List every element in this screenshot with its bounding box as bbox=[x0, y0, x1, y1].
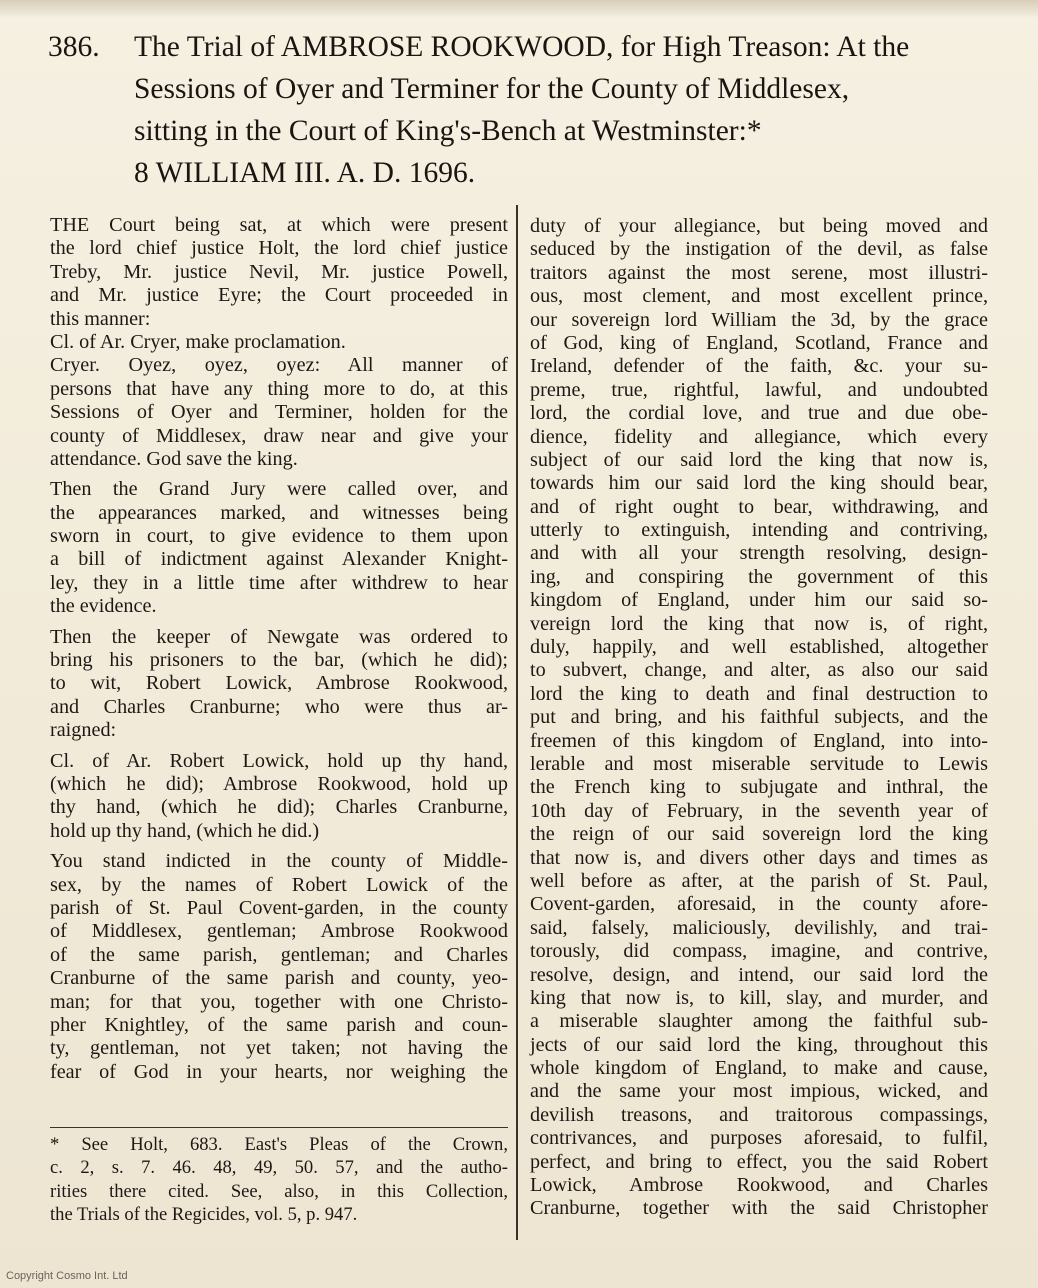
text-line: of God, king of England, Scotland, France and bbox=[530, 331, 988, 354]
trial-title bbox=[48, 26, 998, 194]
text-line: ley, they in a little time after withdrew to hear bbox=[50, 571, 508, 594]
left-text-column bbox=[50, 214, 508, 1084]
text-line: kingdom of England, under him our said so- bbox=[530, 589, 988, 612]
text-line: jects of our said lord the king, throughout this bbox=[530, 1033, 988, 1056]
text-line: Ireland, defender of the faith, &c. your su- bbox=[530, 355, 988, 378]
text-line: devilish treasons, and traitorous compassings, bbox=[530, 1103, 988, 1126]
text-line: king that now is, to kill, slay, and murder, and bbox=[530, 986, 988, 1009]
text-line: to subvert, change, and alter, as also our said bbox=[530, 659, 988, 682]
text-line: the evidence. bbox=[50, 595, 157, 618]
text-line: lord, the cordial love, and true and due obe- bbox=[530, 402, 988, 425]
text-line: ty, gentleman, not yet taken; not having the bbox=[50, 1037, 508, 1060]
text-line: fear of God in your hearts, nor weighing the bbox=[50, 1060, 508, 1083]
text-line: Sessions of Oyer and Terminer, holden for the bbox=[50, 401, 508, 424]
text-line: traitors against the most serene, most illustri- bbox=[530, 261, 988, 284]
title-line-3: sitting in the Court of King's-Bench at Westminster:* bbox=[134, 115, 762, 147]
text-line: a bill of indictment against Alexander Knight- bbox=[50, 548, 508, 571]
text-line: that now is, and divers other days and times as bbox=[530, 846, 988, 869]
text-line: said, falsely, maliciously, devilishly, and trai- bbox=[530, 916, 988, 939]
text-line: the lord chief justice Holt, the lord chief justice bbox=[50, 237, 508, 260]
title-line-1: The Trial of AMBROSE ROOKWOOD, for High Treason: At the bbox=[134, 31, 910, 63]
text-line: raigned: bbox=[50, 719, 117, 742]
text-line: of Middlesex, gentleman; Ambrose Rookwood bbox=[50, 920, 508, 943]
text-line: to wit, Robert Lowick, Ambrose Rookwood, bbox=[50, 672, 508, 695]
text-line: 10th day of February, in the seventh year of bbox=[530, 799, 988, 822]
text-line: Treby, Mr. justice Nevil, Mr. justice Powell, bbox=[50, 260, 508, 283]
text-line: towards him our said lord the king should bear, bbox=[530, 472, 988, 495]
text-line: the French king to subjugate and inthral, the bbox=[530, 776, 988, 799]
text-line: put and bring, and his faithful subjects, and the bbox=[530, 706, 988, 729]
text-line: Covent-garden, aforesaid, in the county afore- bbox=[530, 893, 988, 916]
footnote-line: c. 2, s. 7. 46. 48, 49, 50. 57, and the autho- bbox=[50, 1157, 508, 1179]
trial-number: 386. bbox=[48, 31, 100, 63]
text-line: of the same parish, gentleman; and Charles bbox=[50, 943, 508, 966]
text-line: Then the keeper of Newgate was ordered to bbox=[50, 625, 508, 648]
text-line: parish of St. Paul Covent-garden, in the county bbox=[50, 896, 508, 919]
text-line: Cl. of Ar. Cryer, make proclamation. bbox=[50, 330, 346, 353]
text-line: Cranburne of the same parish and county, yeo- bbox=[50, 967, 508, 990]
column-divider bbox=[516, 205, 518, 1240]
text-line: persons that have any thing more to do, at this bbox=[50, 377, 508, 400]
copyright-watermark: Copyright Cosmo Int. Ltd bbox=[6, 1270, 128, 1282]
footnote-rule bbox=[50, 1127, 508, 1128]
text-line: ing, and conspiring the government of this bbox=[530, 565, 988, 588]
text-line: hold up thy hand, (which he did.) bbox=[50, 819, 320, 842]
text-line: Cl. of Ar. Robert Lowick, hold up thy hand, bbox=[50, 749, 508, 772]
text-line: a miserable slaughter among the faithful sub- bbox=[530, 1010, 988, 1033]
text-line: the appearances marked, and witnesses being bbox=[50, 501, 508, 524]
text-line: Cryer. Oyez, oyez, oyez: All manner of bbox=[50, 354, 508, 377]
text-line: duly, happily, and well established, altogether bbox=[530, 636, 988, 659]
title-line-4: 8 WILLIAM III. A. D. 1696. bbox=[134, 157, 476, 189]
text-line: the reign of our said sovereign lord the king bbox=[530, 823, 988, 846]
text-line: dience, fidelity and allegiance, which every bbox=[530, 425, 988, 448]
text-line: Then the Grand Jury were called over, and bbox=[50, 478, 508, 501]
text-line: perfect, and bring to effect, you the said Robert bbox=[530, 1150, 988, 1173]
text-line: and of right ought to bear, withdrawing, and bbox=[530, 495, 988, 518]
text-line: utterly to extinguish, intending and contriving, bbox=[530, 519, 988, 542]
footnote-line: the Trials of the Regicides, vol. 5, p. 947. bbox=[50, 1204, 358, 1226]
text-line: well before as after, at the parish of St. Paul, bbox=[530, 869, 988, 892]
text-line: vereign lord the king that now is, of right, bbox=[530, 612, 988, 635]
text-line: duty of your allegiance, but being moved and bbox=[530, 215, 988, 237]
text-line: lord the king to death and final destruction to bbox=[530, 682, 988, 705]
text-line: and with all your strength resolving, design- bbox=[530, 542, 988, 565]
text-line: resolve, design, and intend, our said lord the bbox=[530, 963, 988, 986]
text-line: whole kingdom of England, to make and cause, bbox=[530, 1057, 988, 1080]
text-line: seduced by the instigation of the devil, as false bbox=[530, 238, 988, 261]
footnote-line: * See Holt, 683. East's Pleas of the Crown, bbox=[50, 1134, 508, 1155]
footnote-line: rities there cited. See, also, in this Collection, bbox=[50, 1180, 508, 1202]
text-line: sex, by the names of Robert Lowick of the bbox=[50, 873, 508, 896]
text-line: man; for that you, together with one Christo- bbox=[50, 990, 508, 1013]
title-line-2: Sessions of Oyer and Terminer for the County of Middlesex, bbox=[134, 73, 850, 105]
text-line: You stand indicted in the county of Middle- bbox=[50, 850, 508, 873]
text-line: ous, most clement, and most excellent prince, bbox=[530, 285, 988, 308]
text-line: sworn in court, to give evidence to them upon bbox=[50, 525, 508, 548]
text-line: county of Middlesex, draw near and give your bbox=[50, 424, 508, 447]
text-line: thy hand, (which he did); Charles Cranburne, bbox=[50, 796, 508, 819]
text-line: lerable and most miserable servitude to Lewis bbox=[530, 752, 988, 775]
text-line: pher Knightley, of the same parish and coun- bbox=[50, 1013, 508, 1036]
text-line: preme, true, rightful, lawful, and undoubted bbox=[530, 378, 988, 401]
page-edge-shadow bbox=[0, 0, 1038, 18]
text-line: this manner: bbox=[50, 307, 151, 330]
text-line: Cranburne, together with the said Christopher bbox=[530, 1197, 988, 1220]
text-line: and the same your most impious, wicked, and bbox=[530, 1080, 988, 1103]
text-line: attendance. God save the king. bbox=[50, 447, 298, 470]
text-line: contrivances, and purposes aforesaid, to fulfil, bbox=[530, 1127, 988, 1150]
text-line: our sovereign lord William the 3d, by the grace bbox=[530, 308, 988, 331]
text-line: torously, did compass, imagine, and contrive, bbox=[530, 940, 988, 963]
footnote bbox=[50, 1133, 508, 1227]
text-line: bring his prisoners to the bar, (which he did); bbox=[50, 649, 508, 672]
text-line: THE Court being sat, at which were present bbox=[50, 214, 508, 236]
text-line: and Mr. justice Eyre; the Court proceeded in bbox=[50, 284, 508, 307]
text-line: (which he did); Ambrose Rookwood, hold up bbox=[50, 772, 508, 795]
text-line: subject of our said lord the king that now is, bbox=[530, 448, 988, 471]
text-line: and Charles Cranburne; who were thus ar- bbox=[50, 695, 508, 718]
right-text-column bbox=[530, 215, 988, 1221]
text-line: freemen of this kingdom of England, into into- bbox=[530, 729, 988, 752]
text-line: Lowick, Ambrose Rookwood, and Charles bbox=[530, 1174, 988, 1197]
